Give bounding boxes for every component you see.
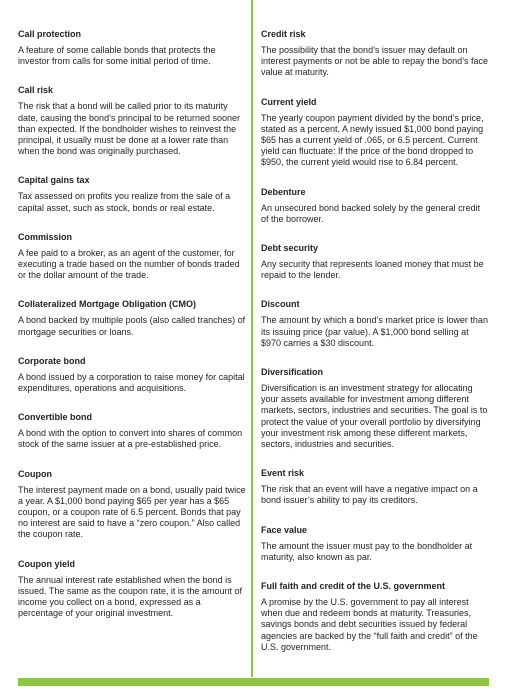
glossary-entry-convertible-bond [18, 411, 246, 450]
glossary-term: Collateralized Mortgage Obligation (CMO) [18, 299, 197, 310]
glossary-definition: Tax assessed on profits you realize from the sale of a capital asset, such as stock, bonds or real estate. [18, 191, 231, 213]
glossary-definition: A bond issued by a corporation to raise money for capital expenditures, operations and acquisitions. [18, 371, 245, 394]
glossary-term: Convertible bond [18, 412, 92, 423]
glossary-term: Discount [261, 299, 300, 310]
glossary-term: Commission [18, 231, 73, 242]
glossary-column-right [261, 28, 489, 670]
glossary-definition: The yearly coupon payment divided by the bond’s price, stated as a percent. A newly issued $1,000 bond paying $65 has a current yield of .065, or 6.5 percent. Current yield can fluctuate: If the price of the bond dropped to $950, the current yield would rise to 6.84 percent. [261, 112, 484, 168]
glossary-definition: Any security that represents loaned money that must be repaid to the lender. [261, 259, 484, 281]
glossary-term: Credit risk [261, 29, 306, 39]
glossary-definition: An unsecured bond backed solely by the general credit of the borrower. [261, 202, 481, 224]
glossary-definition: A fee paid to a broker, as an agent of the customer, for executing a trade based on the number of bonds traded or the dollar amount of the trade. [18, 247, 240, 281]
glossary-entry-diversification [261, 366, 489, 450]
glossary-entry-commission [18, 231, 246, 282]
glossary-term: Current yield [261, 96, 317, 107]
glossary-definition: A promise by the U.S. government to pay all interest when due and redeem bonds at maturity. Treasuries, savings bonds and debt securities issued by federal agencies are backed by the “full faith and credit” of the U.S. government. [261, 597, 478, 652]
glossary-term: Debenture [261, 186, 306, 197]
glossary-definition: Diversification is an investment strategy for allocating your assets available for investment among different markets, sectors, industries and securities. The goal is to protect the value of your overall portfolio by diversifying your investment risk among these different markets, sectors, industries and securities. [261, 383, 488, 450]
glossary-definition: A feature of some callable bonds that protects the investor from calls for some initial period of time. [18, 45, 216, 67]
glossary-term: Corporate bond [18, 355, 86, 366]
glossary-term: Full faith and credit of the U.S. government [261, 581, 446, 592]
glossary-term: Call risk [18, 85, 54, 96]
glossary-entry-call-risk [18, 84, 246, 157]
glossary-column-left [18, 28, 246, 636]
glossary-definition: The amount by which a bond’s market price is lower than its issuing price (par value). A $1,000 bond selling at $970 carries a $30 discount. [261, 315, 488, 348]
glossary-entry-coupon [18, 468, 246, 541]
glossary-entry-current-yield [261, 96, 489, 169]
glossary-entry-discount [261, 298, 489, 349]
glossary-definition: The annual interest rate established when the bond is issued. The same as the coupon rate, it is the amount of income you collect on a bond, expressed as a percentage of your original investment. [18, 574, 242, 619]
glossary-term: Diversification [261, 367, 324, 378]
glossary-term: Coupon [18, 468, 52, 479]
glossary-entry-debenture [261, 186, 489, 225]
glossary-entry-coupon-yield [18, 558, 246, 620]
glossary-entry-event-risk [261, 467, 489, 506]
glossary-term: Event risk [261, 468, 305, 479]
glossary-entry-full-faith-and-credit [261, 580, 489, 653]
glossary-entry-face-value [261, 524, 489, 563]
glossary-term: Debt security [261, 243, 319, 254]
glossary-term: Face value [261, 524, 308, 535]
glossary-definition: The amount the issuer must pay to the bondholder at maturity, also known as par. [261, 540, 473, 562]
glossary-definition: A bond backed by multiple pools (also called tranches) of mortgage securities or loans. [18, 315, 246, 337]
glossary-entry-credit-risk [261, 28, 489, 79]
glossary-definition: The risk that an event will have a negative impact on a bond issuer’s ability to pay its creditors. [261, 484, 478, 506]
glossary-entry-corporate-bond [18, 355, 246, 394]
column-divider [251, 0, 253, 677]
glossary-definition: The interest payment made on a bond, usually paid twice a year. A $1,000 bond paying $65 per year has a $65 coupon, or a coupon rate of 6.5 percent. Bonds that pay no interest are said to have a “zero coupon.” Also called the coupon rate. [18, 484, 246, 540]
glossary-term: Capital gains tax [18, 175, 90, 186]
glossary-entry-capital-gains-tax [18, 174, 246, 213]
glossary-term: Call protection [18, 29, 82, 39]
glossary-entry-debt-security [261, 242, 489, 281]
glossary-definition: A bond with the option to convert into shares of common stock of the same issuer at a pre-established price. [18, 428, 243, 450]
glossary-definition: The risk that a bond will be called prior to its maturity date, causing the bond’s principal to be returned sooner than expected. If the bondholder wishes to reinvest the principal, it usually must be done at a lower rate than when the bond was originally purchased. [18, 101, 240, 157]
glossary-entry-call-protection [18, 28, 246, 67]
glossary-entry-cmo [18, 298, 246, 337]
glossary-definition: The possibility that the bond’s issuer may default on interest payments or not be able to repay the bond’s face value at maturity. [261, 45, 488, 78]
footer-accent-bar [18, 678, 489, 686]
glossary-term: Coupon yield [18, 558, 75, 569]
